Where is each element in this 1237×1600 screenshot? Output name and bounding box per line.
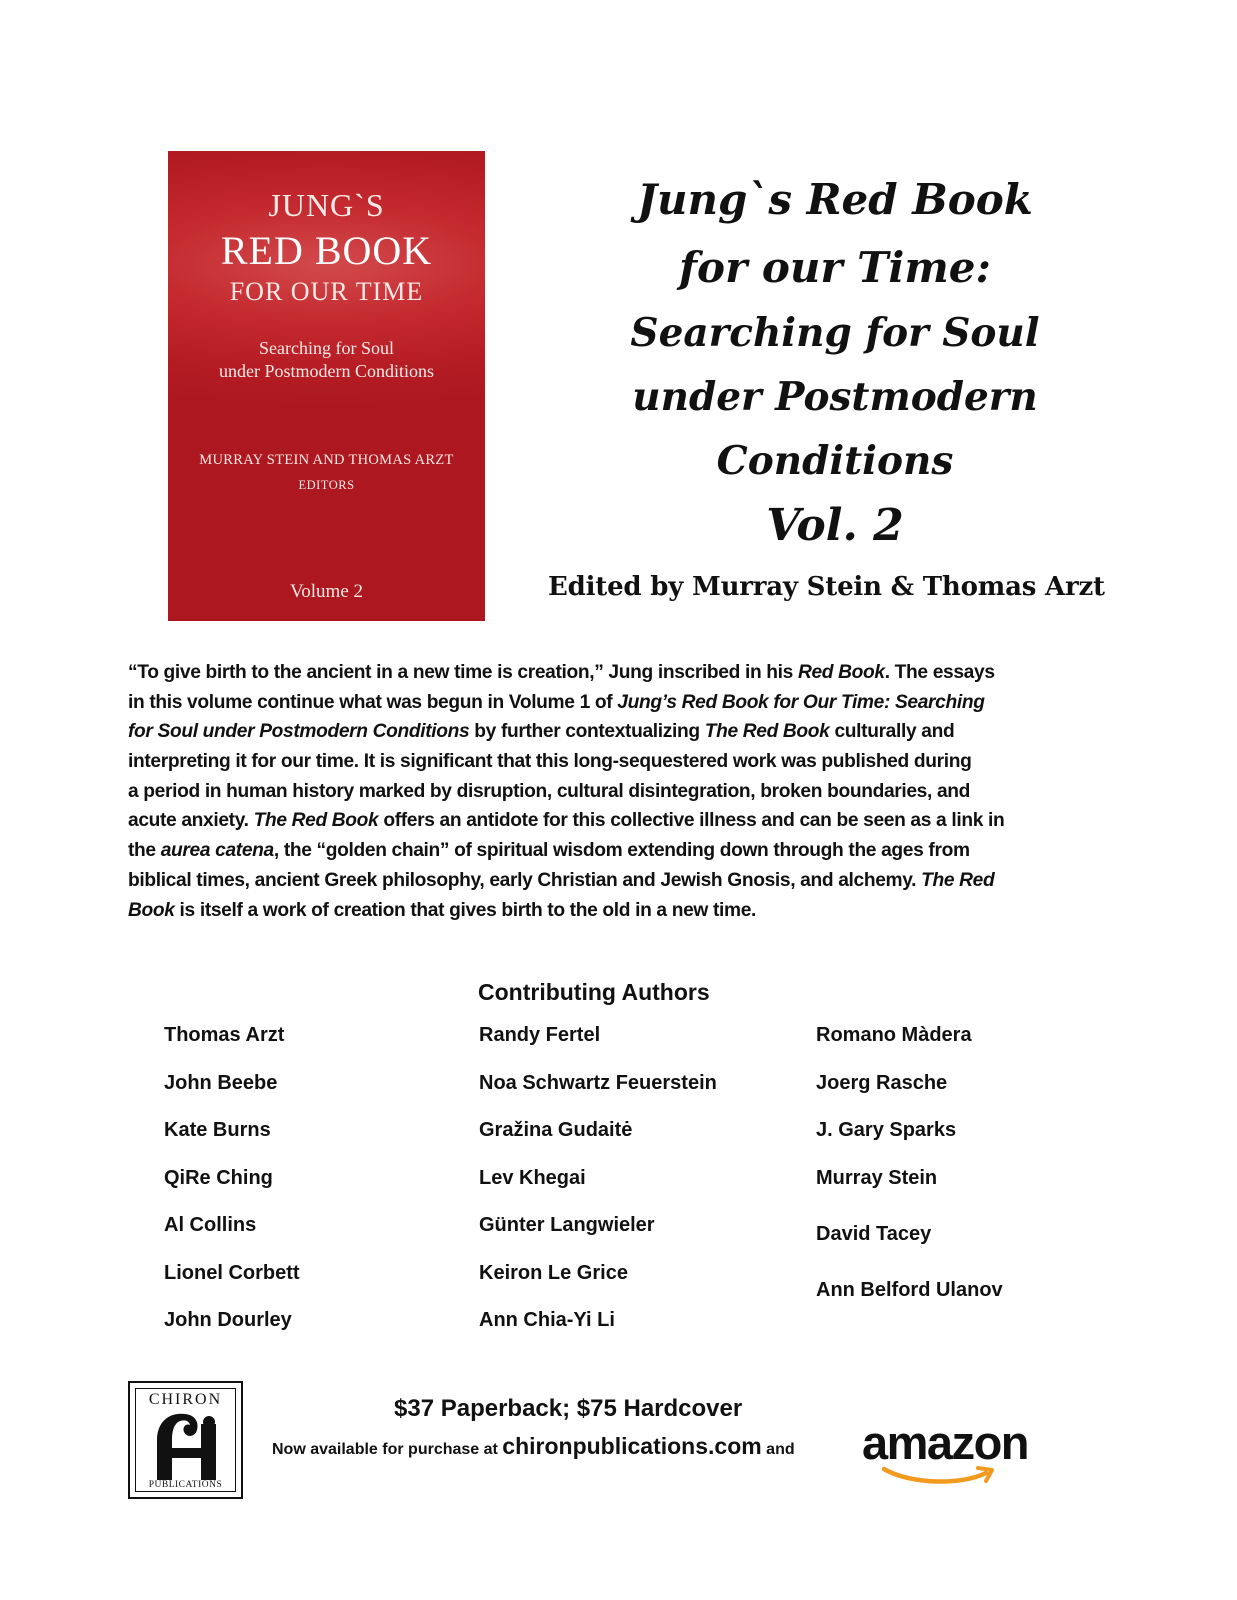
title-line5: Conditions: [716, 438, 954, 484]
author-name: Noa Schwartz Feuerstein: [479, 1071, 717, 1094]
author-name: Günter Langwieler: [479, 1214, 655, 1236]
description-line: in this volume continue what was begun in Volume 1 of Jung’s Red Book for Our Time: Searching: [128, 691, 985, 713]
author-name: Romano Màdera: [816, 1024, 972, 1046]
title-line3: Searching for Soul: [630, 310, 1040, 356]
description-line: a period in human history marked by disruption, cultural disintegration, broken boundaries, and: [128, 780, 971, 802]
description-line: for Soul under Postmodern Conditions by further contextualizing The Red Book culturally and: [128, 721, 955, 743]
chiron-publications-logo: [128, 1381, 243, 1499]
cover-title-line1: JUNG`S: [268, 187, 385, 223]
author-name: Ann Belford Ulanov: [816, 1278, 1003, 1301]
description-line: biblical times, ancient Greek philosophy, early Christian and Jewish Gnosis, and alchemy. The Red: [128, 869, 995, 891]
author-name: Lev Khegai: [479, 1166, 586, 1189]
title-line1: Jung`s Red Book: [637, 175, 1033, 224]
availability-prefix: Now available for purchase at: [272, 1441, 503, 1458]
availability-line: [272, 1433, 795, 1460]
publisher-website-link[interactable]: chironpublications.com: [502, 1433, 762, 1459]
author-name: Ann Chia-Yi Li: [479, 1309, 615, 1331]
cover-editors-names: MURRAY STEIN AND THOMAS ARZT: [199, 452, 454, 468]
title-line2: for our Time:: [678, 243, 991, 292]
edited-by: Edited by Murray Stein & Thomas Arzt: [548, 572, 1105, 602]
cover-volume: Volume 2: [289, 581, 363, 602]
availability-and: and: [761, 1441, 795, 1458]
description-line: interpreting it for our time. It is significant that this long-sequestered work was published during: [128, 751, 972, 773]
price-line: $37 Paperback; $75 Hardcover: [394, 1395, 743, 1422]
author-name: Kate Burns: [164, 1119, 271, 1141]
description-line: acute anxiety. The Red Book offers an antidote for this collective illness and can be seen as a link in: [128, 810, 1005, 832]
authors-column-2: [479, 1024, 717, 1357]
cover-subtitle-line2: under Postmodern Conditions: [219, 361, 434, 381]
authors-column-3: [816, 1024, 1003, 1326]
title-volume: Vol. 2: [766, 500, 904, 551]
authors-column-1: [164, 1024, 300, 1357]
logo-bottom-text: PUBLICATIONS: [148, 1480, 223, 1490]
book-cover: [168, 151, 485, 621]
author-name: Al Collins: [164, 1214, 257, 1236]
cover-title-line2: RED BOOK: [220, 228, 433, 273]
title-line4: under Postmodern: [632, 374, 1038, 420]
cover-editors-label: EDITORS: [298, 478, 355, 492]
description-line: Book is itself a work of creation that gives birth to the old in a new time.: [128, 899, 757, 921]
author-name: Gražina Gudaitė: [479, 1119, 633, 1141]
author-name: John Beebe: [164, 1071, 278, 1094]
author-name: Joerg Rasche: [816, 1071, 948, 1094]
description: [128, 658, 1138, 925]
author-name: J. Gary Sparks: [816, 1119, 957, 1141]
author-name: John Dourley: [164, 1309, 292, 1331]
author-name: QiRe Ching: [164, 1166, 273, 1189]
author-name: Keiron Le Grice: [479, 1261, 628, 1284]
author-name: Lionel Corbett: [164, 1261, 300, 1284]
cover-subtitle-line1: Searching for Soul: [259, 338, 394, 358]
author-name: Murray Stein: [816, 1166, 938, 1189]
description-line: “To give birth to the ancient in a new time is creation,” Jung inscribed in his Red Book. The essays: [128, 662, 995, 683]
amazon-smile-icon: [882, 1465, 1002, 1487]
author-name: Thomas Arzt: [164, 1024, 285, 1046]
cover-title-line3: FOR OUR TIME: [229, 277, 424, 306]
amazon-wordmark: amazon: [862, 1416, 1028, 1469]
logo-top-text: CHIRON: [148, 1391, 223, 1408]
chiron-glyph-icon: [149, 1410, 229, 1482]
author-name: Randy Fertel: [479, 1024, 601, 1046]
description-line: the aurea catena, the “golden chain” of spiritual wisdom extending down through the ages from: [128, 840, 970, 862]
author-name: David Tacey: [816, 1223, 932, 1245]
contributors-heading: Contributing Authors: [478, 979, 710, 1005]
amazon-logo[interactable]: [862, 1416, 1042, 1485]
